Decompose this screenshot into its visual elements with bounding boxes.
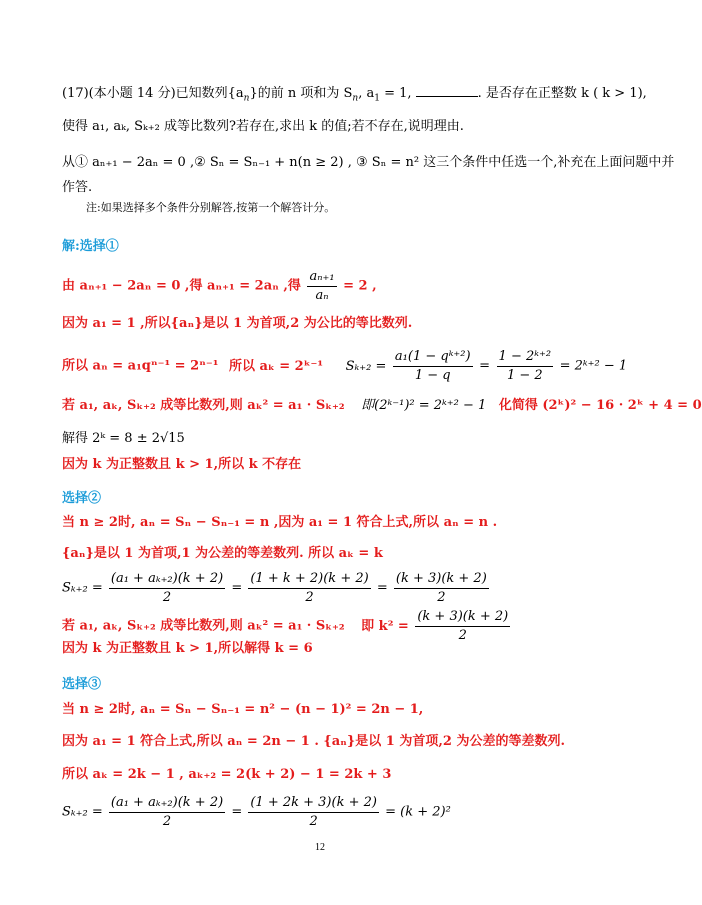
s3-l4-eq1: = <box>231 804 243 820</box>
s1-l4-c: 化简得 (2ᵏ)² − 16 · 2ᵏ + 4 = 0 <box>498 398 702 413</box>
solution1-line-6: 因为 k 为正整数且 k > 1,所以 k 不存在 <box>62 457 302 472</box>
solution3-heading: 选择③ <box>62 677 102 692</box>
s2-l3-pre: Sₖ₊₂ = <box>62 580 103 596</box>
solution1-line-4 <box>62 397 702 415</box>
s2-l3-eq1: = <box>231 580 243 596</box>
page-number: 12 <box>315 842 325 853</box>
s1-l3-fraction-1 <box>393 348 473 385</box>
s1-l3-num2: 1 − 2ᵏ⁺² <box>497 348 554 367</box>
s3-l4-post: = (k + 2)² <box>385 804 451 820</box>
problem-line-4: 作答. <box>62 180 93 195</box>
s2-l3-fraction-1 <box>109 570 225 607</box>
problem-line-1: (17)(本小题 14 分)已知数列$\{a_n\}$的前 n 项和为 $S_n$, $a_1 = 1$, . 是否存在正整数 k ( k > 1), <box>62 86 647 104</box>
s2-l3-num3: (k + 3)(k + 2) <box>394 570 489 589</box>
solution2-line-2: {aₙ}是以 1 为首项,1 为公差的等差数列. 所以 aₖ = k <box>62 546 383 561</box>
s1-l3-fraction-2 <box>497 348 554 385</box>
s2-l3-num2: (1 + k + 2)(k + 2) <box>248 570 370 589</box>
fill-in-blank <box>416 84 478 97</box>
s3-l4-fraction-2 <box>248 794 379 831</box>
s3-l4-num1: (a₁ + aₖ₊₂)(k + 2) <box>109 794 225 813</box>
s2-l4-den: 2 <box>458 628 467 643</box>
s1-l3-num1: a₁(1 − qᵏ⁺²) <box>393 348 473 367</box>
problem-line-2: 使得 a₁, aₖ, Sₖ₊₂ 成等比数列?若存在,求出 k 的值;若不存在,说明理由. <box>62 119 464 134</box>
solution2-line-1: 当 n ≥ 2时, aₙ = Sₙ − Sₙ₋₁ = n ,因为 a₁ = 1 符合上式,所以 aₙ = n . <box>62 515 498 530</box>
s2-l3-num1: (a₁ + aₖ₊₂)(k + 2) <box>109 570 225 589</box>
problem-text-d: = 1, <box>379 86 412 101</box>
solution1-line-3 <box>62 348 628 383</box>
s1-l3-den1: 1 − q <box>414 368 451 383</box>
s2-l4-b: 即 k² = <box>361 618 409 634</box>
s2-l3-den2: 2 <box>305 590 314 605</box>
s2-l3-fraction-2 <box>248 570 370 607</box>
s1-l1-num: aₙ₊₁ <box>307 268 336 287</box>
solution3-line-4 <box>62 794 600 828</box>
s2-l3-den3: 2 <box>437 590 446 605</box>
s1-l3-den2: 1 − 2 <box>506 368 543 383</box>
solution3-line-2: 因为 a₁ = 1 符合上式,所以 aₙ = 2n − 1 . {aₙ}是以 1 为首项,2 为公差的等差数列. <box>62 734 566 749</box>
problem-line-3: 从① aₙ₊₁ − 2aₙ = 0 ,② Sₙ = Sₙ₋₁ + n(n ≥ 2) , ③ Sₙ = n² 这三个条件中任选一个,补充在上面问题中并 <box>62 155 675 170</box>
s3-l4-den1: 2 <box>162 814 172 829</box>
s1-l4-b: 即(2ᵏ⁻¹)² = 2ᵏ⁺² − 1 <box>361 398 487 413</box>
solution1-heading: 解:选择① <box>62 239 119 254</box>
solution2-heading: 选择② <box>62 491 102 506</box>
s3-l4-num2: (1 + 2k + 3)(k + 2) <box>248 794 379 813</box>
solution2-line-3 <box>62 570 600 604</box>
solution2-line-5: 因为 k 为正整数且 k > 1,所以解得 k = 6 <box>62 641 313 656</box>
solution1-line-2: 因为 a₁ = 1 ,所以{aₙ}是以 1 为首项,2 为公比的等比数列. <box>62 316 413 331</box>
s3-l4-pre: Sₖ₊₂ = <box>62 804 103 820</box>
s2-l3-eq2: = <box>376 580 388 596</box>
s1-l4-a: 若 a₁, aₖ, Sₖ₊₂ 成等比数列,则 aₖ² = a₁ · Sₖ₊₂ <box>62 398 345 413</box>
s1-l1-post: = 2 , <box>343 278 377 294</box>
s1-l3-b: 所以 aₖ = 2ᵏ⁻¹ <box>228 358 324 374</box>
solution3-line-1: 当 n ≥ 2时, aₙ = Sₙ − Sₙ₋₁ = n² − (n − 1)² = 2n − 1, <box>62 702 424 717</box>
solution1-line-5: 解得 2ᵏ = 8 ± 2√15 <box>62 431 185 446</box>
problem-text-e: . 是否存在正整数 k ( k > 1), <box>477 86 647 101</box>
s1-l1-fraction <box>307 268 336 305</box>
s1-l3-d: = 2ᵏ⁺² − 1 <box>559 358 628 374</box>
s1-l3-a: 所以 aₙ = a₁qⁿ⁻¹ = 2ⁿ⁻¹ <box>62 358 219 374</box>
problem-text-c: , a <box>358 86 375 101</box>
solution1-line-1 <box>62 268 600 302</box>
s2-l3-fraction-3 <box>394 570 489 607</box>
s1-l3-eq: = <box>479 358 491 374</box>
s1-l1-pre: 由 aₙ₊₁ − 2aₙ = 0 ,得 aₙ₊₁ = 2aₙ ,得 <box>62 278 301 294</box>
s2-l3-den1: 2 <box>162 590 172 605</box>
s3-l4-fraction-1 <box>109 794 225 831</box>
solution3-line-3: 所以 aₖ = 2k − 1 , aₖ₊₂ = 2(k + 2) − 1 = 2k + 3 <box>62 767 392 782</box>
s2-l4-num: (k + 3)(k + 2) <box>415 608 510 627</box>
s2-l4-a: 若 a₁, aₖ, Sₖ₊₂ 成等比数列,则 aₖ² = a₁ · Sₖ₊₂ <box>62 618 345 634</box>
s3-l4-den2: 2 <box>309 814 318 829</box>
problem-note: 注:如果选择多个条件分别解答,按第一个解答计分。 <box>86 201 336 214</box>
s1-l1-den: aₙ <box>315 288 329 303</box>
problem-text-b: }的前 n 项和为 S <box>249 86 353 101</box>
solution2-line-4 <box>62 608 600 642</box>
problem-text-a: (17)(本小题 14 分)已知数列{a <box>62 86 244 101</box>
s1-l3-c: Sₖ₊₂ = <box>345 358 387 374</box>
